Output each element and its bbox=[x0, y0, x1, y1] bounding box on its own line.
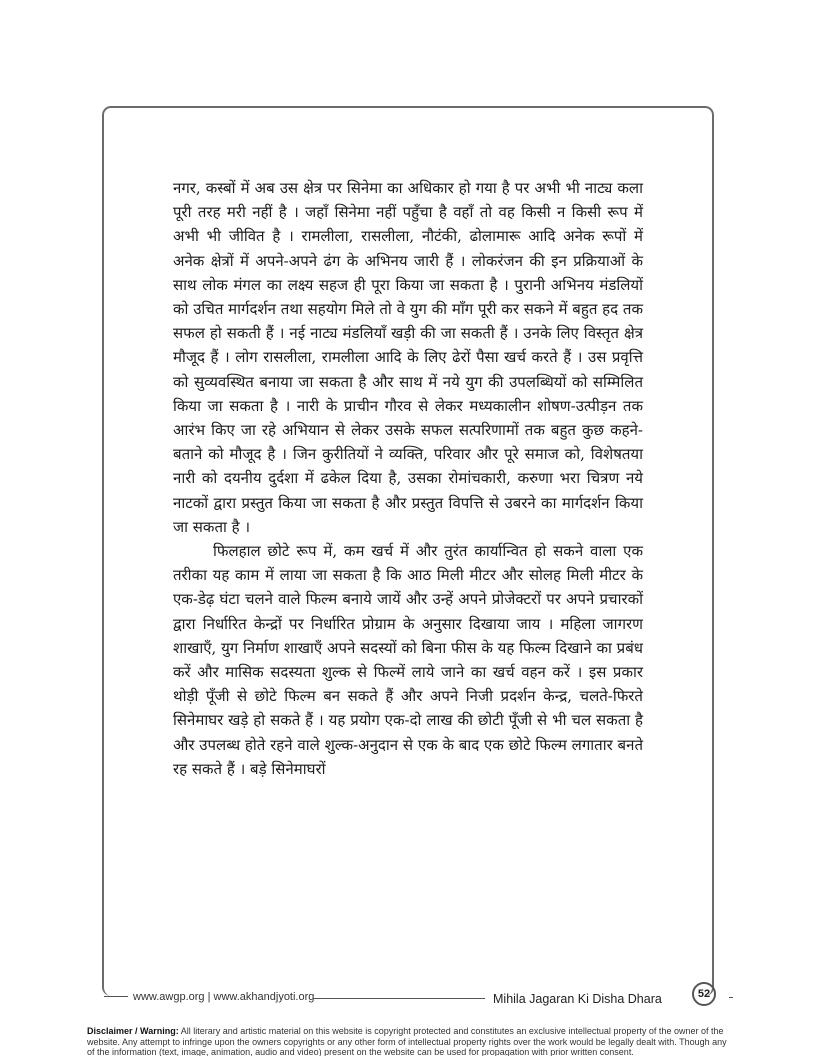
body-text bbox=[173, 176, 643, 781]
disclaimer-text: All literary and artistic material on this website is copyright protected and constitutes an exclusive intellectual property of the owner of the website. Any attempt to infringe upon the owners copyrights or any other form of intellectual property rights over the work would be legally dealt with. Though any of the information (text, image, animation, audio and video) present on the website can be used for propagation with prior written consent. bbox=[87, 1026, 727, 1056]
disclaimer-label: Disclaimer / Warning: bbox=[87, 1026, 179, 1036]
footer-rule-middle bbox=[313, 998, 485, 999]
page-number: 52 bbox=[697, 988, 711, 1000]
footer-links[interactable]: www.awgp.org | www.akhandjyoti.org bbox=[133, 991, 315, 1003]
body-paragraph-2: फिलहाल छोटे रूप में, कम खर्च में और तुरंत कार्यान्वित हो सकने वाला एक तरीका यह काम में लाया जा सकता है कि आठ मिली मीटर और सोलह मिली मीटर के एक-डेढ़ घंटा चलने वाले फिल्म बनाये जायें और उन्हें अपने प्रोजेक्टरों पर अपने प्रचारकों द्वारा निर्धारित केन्द्रों पर निर्धारित प्रोग्राम के अनुसार दिखाया जाय । महिला जागरण शाखाएँ, युग निर्माण शाखाएँ अपने सदस्यों को बिना फीस के यह फिल्म दिखाने का प्रबंध करें और मासिक सदस्यता शुल्क से फिल्में लाये जाने का खर्च वहन करें । इस प्रकार थोड़ी पूँजी से छोटे फिल्म बन सकते हैं और अपने निजी प्रदर्शन केन्द्र, चलते-फिरते सिनेमाघर खड़े हो सकते हैं । यह प्रयोग एक-दो लाख की छोटी पूँजी से भी चल सकता है और उपलब्ध होते रहने वाले शुल्क-अनुदान से एक के बाद एक छोटे फिल्म लगातार बनते रह सकते हैं । बड़े सिनेमाघरों bbox=[173, 542, 643, 778]
body-paragraph-1: नगर, कस्बों में अब उस क्षेत्र पर सिनेमा का अधिकार हो गया है पर अभी भी नाट्य कला पूरी तरह मरी नहीं है । जहाँ सिनेमा नहीं पहुँचा है वहाँ तो वह किसी न किसी रूप में अभी भी जीवित है । रामलीला, रासलीला, नौटंकी, ढोलामारू आदि अनेक रूपों में अनेक क्षेत्रों में अपने-अपने ढंग के अभिनय जारी हैं । लोकरंजन की इन प्रक्रियाओं के साथ लोक मंगल का लक्ष्य सहज ही पूरा किया जा सकता है । पुरानी अभिनय मंडलियों को उचित मार्गदर्शन तथा सहयोग मिले तो वे युग की माँग पूरी कर सकने में बहुत हद तक सफल हो सकती हैं । नई नाट्य मंडलियाँ खड़ी की जा सकती हैं । उनके लिए विस्तृत क्षेत्र मौजूद हैं । लोग रासलीला, रामलीला आदि के लिए ढेरों पैसा खर्च करते हैं । उस प्रवृत्ति को सुव्यवस्थित बनाया जा सकता है और साथ में नये युग की उपलब्धियों को सम्मिलित किया जा सकता है । नारी के प्राचीन गौरव से लेकर मध्यकालीन शोषण-उत्पीड़न तक आरंभ किए जा रहे अभियान से लेकर उसके सफल सत्परिणामों तक बहुत कुछ कहने-बताने को मौजूद है । जिन कुरीतियों ने व्यक्ति, परिवार और पूरे समाज को, विशेषतया नारी को दयनीय दुर्दशा में ढकेल दिया है, उसका रोमांचकारी, करुणा भरा चित्रण नये नाटकों द्वारा प्रस्तुत किया जा सकता है और प्रस्तुत विपत्ति से उबरने का मार्गदर्शन किया जा सकता है । bbox=[173, 179, 643, 536]
book-title: Mihila Jagaran Ki Disha Dhara bbox=[493, 992, 662, 1006]
footer-dash bbox=[729, 997, 733, 998]
footer-rule-left bbox=[104, 996, 128, 997]
page-number-badge bbox=[692, 982, 716, 1006]
disclaimer bbox=[87, 1026, 732, 1056]
